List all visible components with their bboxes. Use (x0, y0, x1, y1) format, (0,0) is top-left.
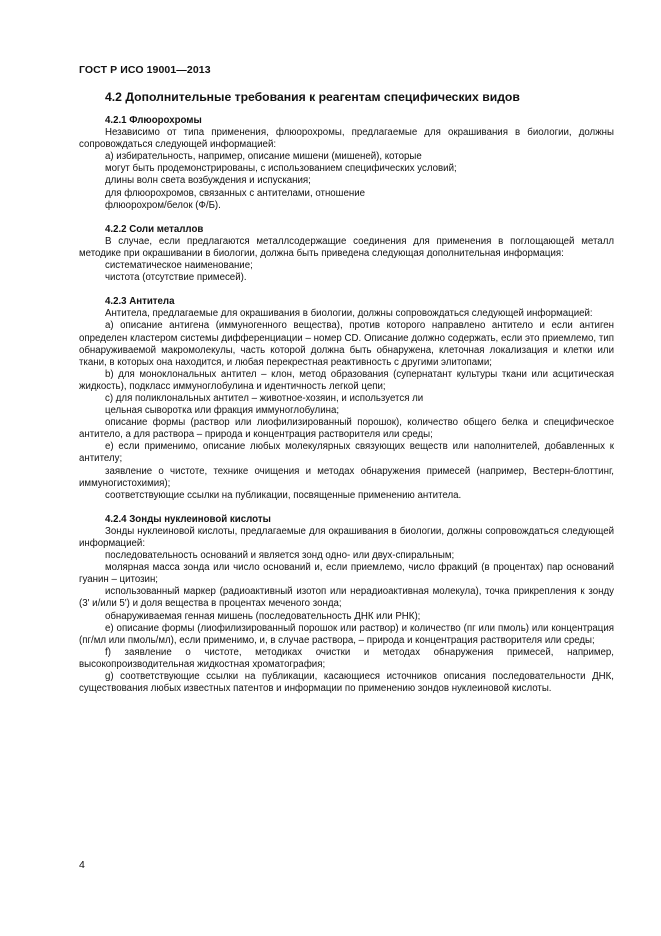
paragraph: для флюорохромов, связанных с антителами, отношение (105, 187, 365, 199)
paragraph: а) описание антигена (иммуногенного вещества), против которого направлено антитело и если антиген определен кластером системы дифференциации – номер CD. Описание должно содержать, если это приемлемо, тип обнаруживаемой макромолекулы, часть которой должна быть обнаружена, клеточная локализация и клетки или ткани, в которых она находится, и любая перекрестная реактивность с другими элитопами; (79, 320, 614, 368)
paragraph: чистота (отсутствие примесей). (105, 272, 247, 284)
paragraph: Антитела, предлагаемые для окрашивания в биологии, должны сопровождаться следующей информацией: (105, 308, 593, 320)
paragraph: f) заявление о чистоте, методиках очистки и методах обнаружения примесей, например, высокопроизводительная жидкостная хроматография; (79, 646, 614, 670)
paragraph: могут быть продемонстрированы, с использованием специфических условий; (105, 163, 457, 175)
document-body (79, 115, 614, 695)
paragraph: b) для моноклональных антител – клон, метод образования (супернатант культуры ткани или асцитическая жидкость), подкласс иммуноглобулина и идентичность легкой цепи; (79, 368, 614, 392)
paragraph: В случае, если предлагаются металлсодержащие соединения для применения в поглощающей металл методике при окрашивании в биологии, должна быть приведена следующая дополнительная информация: (79, 235, 614, 259)
document-header: ГОСТ Р ИСО 19001—2013 (79, 64, 211, 76)
paragraph: заявление о чистоте, технике очищения и методах обнаружения примесей (например, Вестерн-блоттинг, иммуногистохимия); (79, 465, 614, 489)
paragraph: цельная сыворотка или фракция иммуноглобулина; (105, 405, 340, 417)
paragraph: флюорохром/белок (Ф/Б). (105, 199, 221, 211)
paragraph: с) для поликлональных антител – животное-хозяин, и используется ли (105, 392, 424, 404)
paragraph: Зонды нуклеиновой кислоты, предлагаемые для окрашивания в биологии, должны сопровождаться следующей информацией: (79, 525, 614, 549)
paragraph: описание формы (раствор или лиофилизированный порошок), количество общего белка и специфическое антитело, а для раствора – природа и концентрация растворителя или среды; (79, 417, 614, 441)
subsection-antibodies (79, 296, 614, 502)
paragraph: последовательность оснований и является зонд одно- или двух-спиральным; (105, 550, 455, 562)
paragraph: использованный маркер (радиоактивный изотоп или нерадиоактивная молекула), точка прикрепления к зонду (3' и/или 5') и доля вещества в процентах меченого зонда; (79, 586, 614, 610)
page-number: 4 (79, 859, 85, 871)
paragraph: соответствующие ссылки на публикации, посвященные применению антитела. (105, 489, 462, 501)
paragraph: систематическое наименование; (105, 260, 253, 272)
subsection-title: 4.2.3 Антитела (105, 296, 175, 308)
subsection-title: 4.2.4 Зонды нуклеиновой кислоты (105, 513, 271, 525)
paragraph: Независимо от типа применения, флюорохромы, предлагаемые для окрашивания в биологии, должны сопровождаться следующей информацией: (79, 127, 614, 151)
paragraph: обнаруживаемая генная мишень (последовательность ДНК или РНК); (105, 610, 421, 622)
paragraph: длины волн света возбуждения и испускания; (105, 175, 311, 187)
paragraph: молярная масса зонда или число оснований и, если приемлемо, число фракций (в процентах) пар оснований гуанин – цитозин; (79, 562, 614, 586)
subsection-metal-salts (79, 224, 614, 284)
section-title: 4.2 Дополнительные требования к реагентам специфических видов (105, 90, 520, 104)
paragraph: е) если применимо, описание любых молекулярных связующих веществ или наполнителей, добавленных к антителу; (79, 441, 614, 465)
subsection-nucleic-acid-probes (79, 514, 614, 695)
subsection-title: 4.2.1 Флюорохромы (105, 115, 202, 126)
paragraph: g) соответствующие ссылки на публикации, касающиеся источников описания последовательности ДНК, существования любых известных патентов и информации по применению зондов нуклеиновой кислоты. (79, 671, 614, 695)
paragraph: а) избирательность, например, описание мишени (мишеней), которые (105, 151, 422, 163)
subsection-title: 4.2.2 Соли металлов (105, 223, 204, 235)
paragraph: е) описание формы (лиофилизированный порошок или раствор) и количество (пг или пмоль) или концентрация (пг/мл или пмоль/мл), если применимо, и, в случае раствора, – природа и концентрация растворителя или среды; (79, 622, 614, 646)
subsection-fluorochromes (79, 115, 614, 212)
